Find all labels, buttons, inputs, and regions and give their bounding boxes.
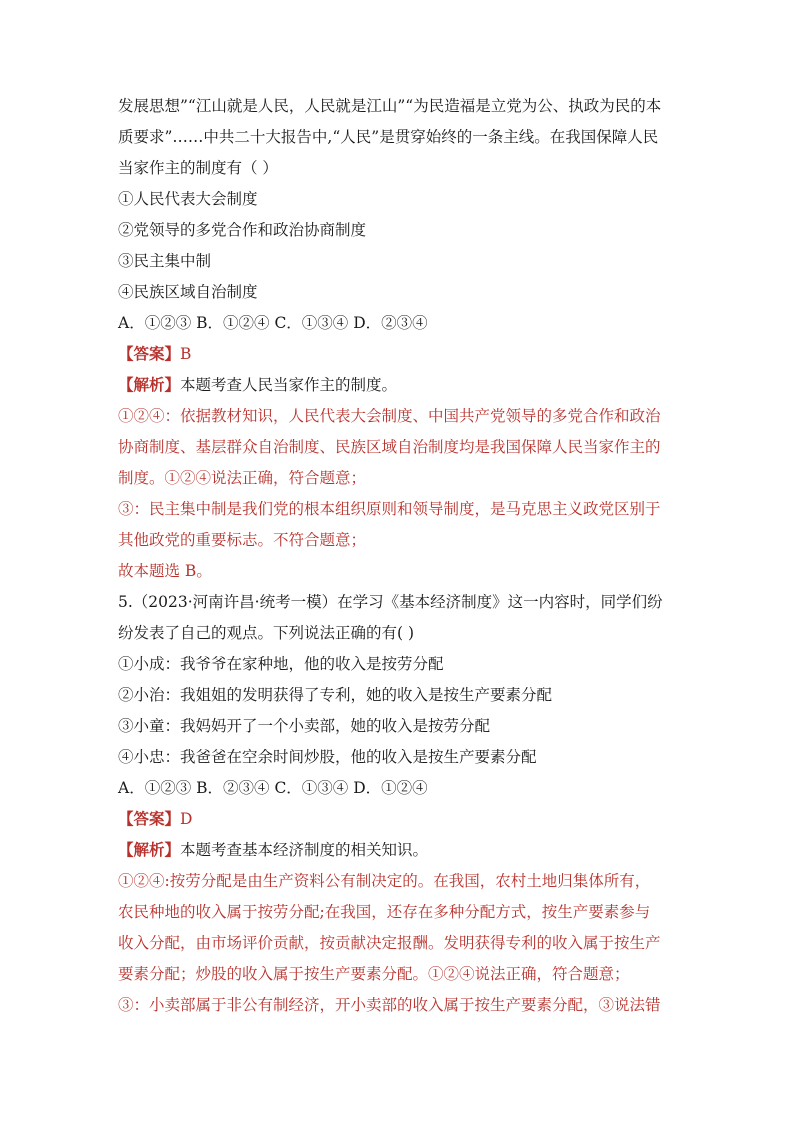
q4-answer — [118, 344, 191, 364]
q5-explanation-line: ①②④:按劳分配是由生产资料公有制决定的。在我国，农村土地归集体所有， — [118, 872, 651, 890]
q5-answer — [118, 809, 192, 829]
analysis-tag: 【解析】 — [118, 840, 181, 859]
q5-item: ④小忠：我爸爸在空余时间炒股，他的收入是按生产要素分配 — [118, 748, 537, 766]
q4-explanation-line: ①②④：依据教材知识，人民代表大会制度、中国共产党领导的多党合作和政治 — [118, 407, 661, 425]
q4-explanation-line: 协商制度、基层群众自治制度、民族区域自治制度均是我国保障人民当家作主的 — [118, 438, 661, 456]
q5-item: ③小童：我妈妈开了一个小卖部，她的收入是按劳分配 — [118, 717, 491, 735]
answer-tag: 【答案】 — [118, 344, 181, 363]
q4-options: A．①②③ B．①②④ C．①③④ D．②③④ — [118, 314, 428, 332]
q4-explanation-line: 其他政党的重要标志。不符合题意； — [118, 531, 367, 549]
q4-stem-line: 发展思想”“江山就是人民，人民就是江山”“为民造福是立党为公、执政为民的本 — [118, 97, 662, 115]
analysis-text: 本题考查基本经济制度的相关知识。 — [180, 841, 429, 859]
q4-analysis — [118, 375, 397, 395]
q5-options: A．①②③ B．②③④ C．①③④ D．①②④ — [118, 779, 428, 797]
q5-explanation-line: 农民种地的收入属于按劳分配;在我国，还存在多种分配方式，按生产要素参与 — [118, 903, 651, 921]
q4-explanation-line: 制度。①②④说法正确，符合题意； — [118, 469, 367, 487]
q5-explanation-line: 要素分配；炒股的收入属于按生产要素分配。①②④说法正确，符合题意； — [118, 965, 630, 983]
answer-value: B — [180, 345, 192, 363]
answer-tag: 【答案】 — [118, 809, 181, 828]
answer-value: D — [180, 810, 193, 828]
q5-item: ②小治：我姐姐的发明获得了专利，她的收入是按生产要素分配 — [118, 686, 553, 704]
q5-explanation-line: ③：小卖部属于非公有制经济，开小卖部的收入属于按生产要素分配，③说法错 — [118, 996, 661, 1014]
q4-item: ④民族区域自治制度 — [118, 283, 258, 301]
q5-explanation-line: 收入分配，由市场评价贡献，按贡献决定报酬。发明获得专利的收入属于按生产 — [118, 934, 661, 952]
analysis-tag: 【解析】 — [118, 375, 181, 394]
analysis-text: 本题考查人民当家作主的制度。 — [180, 376, 398, 394]
q4-conclusion: 故本题选 B。 — [118, 562, 212, 580]
q4-stem-line: 当家作主的制度有（ ） — [118, 159, 278, 177]
q5-item: ①小成：我爷爷在家种地，他的收入是按劳分配 — [118, 655, 444, 673]
q5-stem-line: 纷发表了自己的观点。下列说法正确的有( ) — [118, 624, 415, 642]
q4-item: ②党领导的多党合作和政治协商制度 — [118, 221, 367, 239]
q4-item: ①人民代表大会制度 — [118, 190, 258, 208]
q4-item: ③民主集中制 — [118, 252, 212, 270]
q5-analysis — [118, 840, 428, 860]
q4-stem-line: 质要求”……中共二十大报告中,“人民”是贯穿始终的一条主线。在我国保障人民 — [118, 128, 659, 146]
q5-stem-line: 5.（2023·河南许昌·统考一模）在学习《基本经济制度》这一内容时，同学们纷 — [118, 593, 663, 611]
q4-explanation-line: ③：民主集中制是我们党的根本组织原则和领导制度，是马克思主义政党区别于 — [118, 500, 661, 518]
